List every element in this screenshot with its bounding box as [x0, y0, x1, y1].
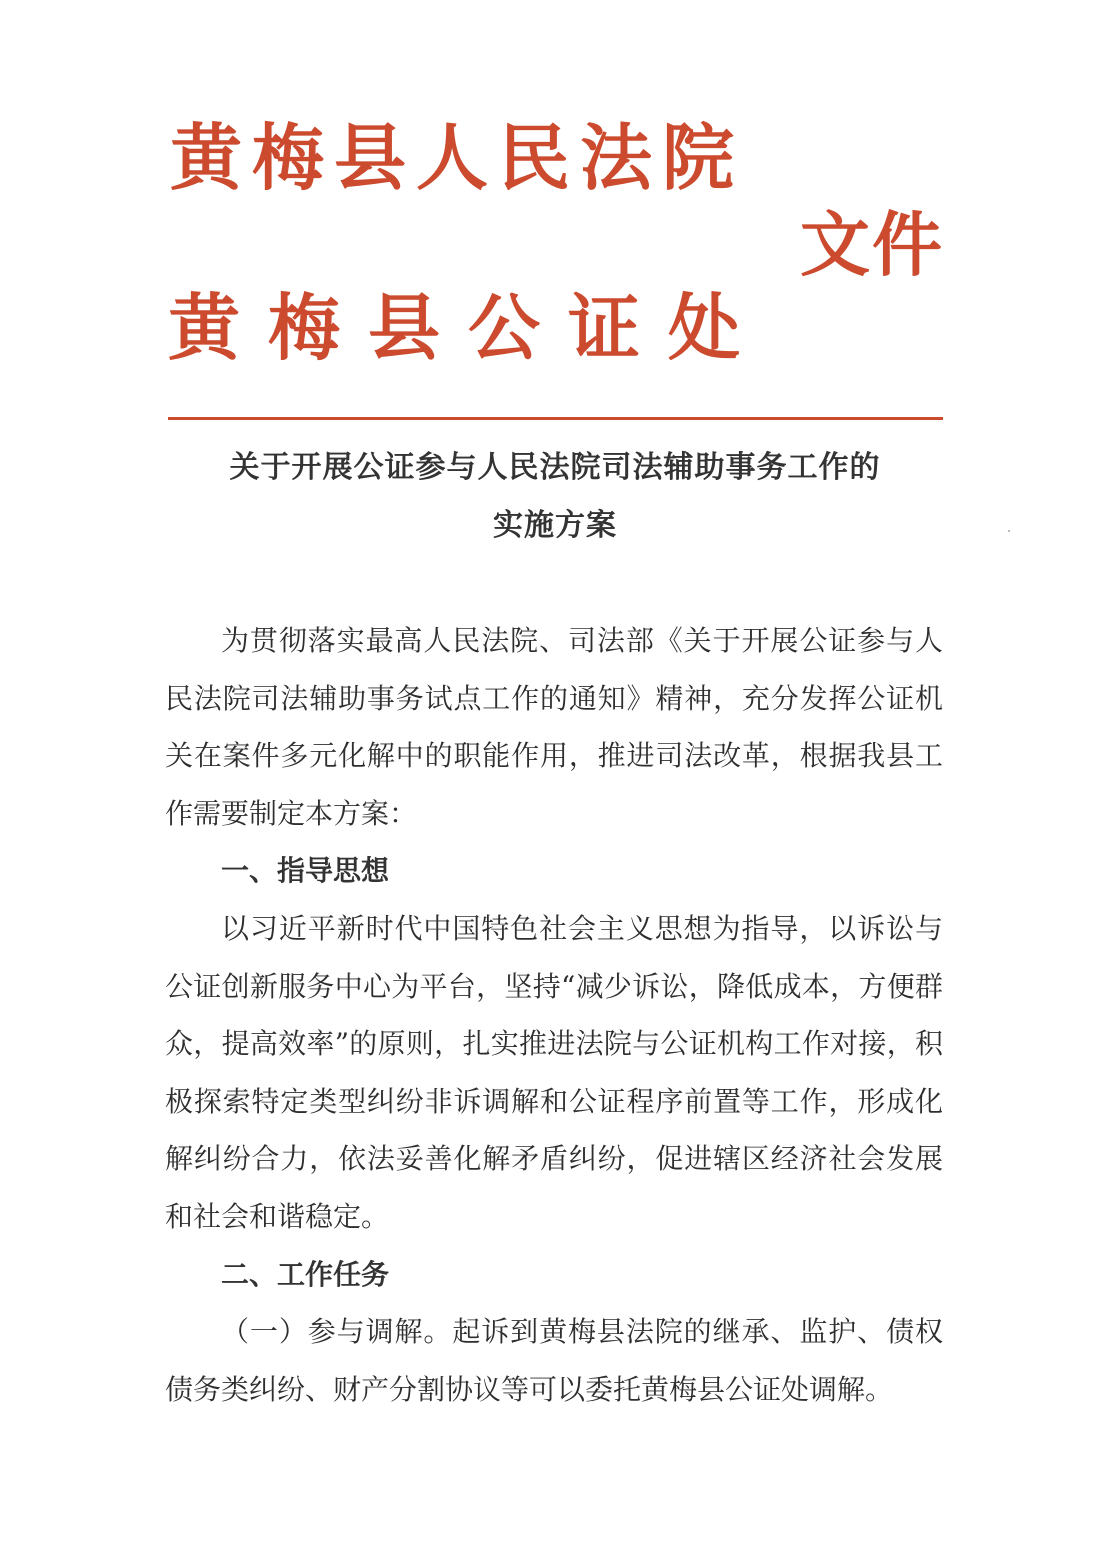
scan-speck	[1008, 530, 1010, 532]
document-body	[165, 612, 943, 1418]
issuer-name-court: 黄梅县人民法院	[170, 115, 745, 200]
document-title-line-2: 实施方案	[493, 508, 617, 543]
section-heading-work-tasks: 二、工作任务	[221, 1257, 390, 1291]
work-task-item-1: （一）参与调解。起诉到黄梅县法院的继承、监护、债权债务类纠纷、财产分割协议等可以委托黄梅县公证处调解。	[165, 1315, 943, 1406]
document-type-label: 文件	[800, 203, 944, 286]
section-heading-guiding-thought: 一、指导思想	[221, 854, 390, 888]
issuer-name-notary: 黄梅县公证处	[168, 285, 769, 370]
guiding-thought-paragraph: 以习近平新时代中国特色社会主义思想为指导，以诉讼与公证创新服务中心为平台，坚持“减少诉讼，降低成本，方便群众，提高效率”的原则，扎实推进法院与公证机构工作对接，积极探索特定类型纠纷非诉调解和公证程序前置等工作，形成化解纠纷合力，依法妥善化解矛盾纠纷，促进辖区经济社会发展和社会和谐稳定。	[165, 911, 943, 1233]
letterhead-divider	[168, 417, 943, 420]
document-title-line-1: 关于开展公证参与人民法院司法辅助事务工作的	[229, 450, 881, 485]
intro-paragraph: 为贯彻落实最高人民法院、司法部《关于开展公证参与人民法院司法辅助事务试点工作的通知》精神，充分发挥公证机关在案件多元化解中的职能作用，推进司法改革，根据我县工作需要制定本方案：	[165, 624, 943, 830]
